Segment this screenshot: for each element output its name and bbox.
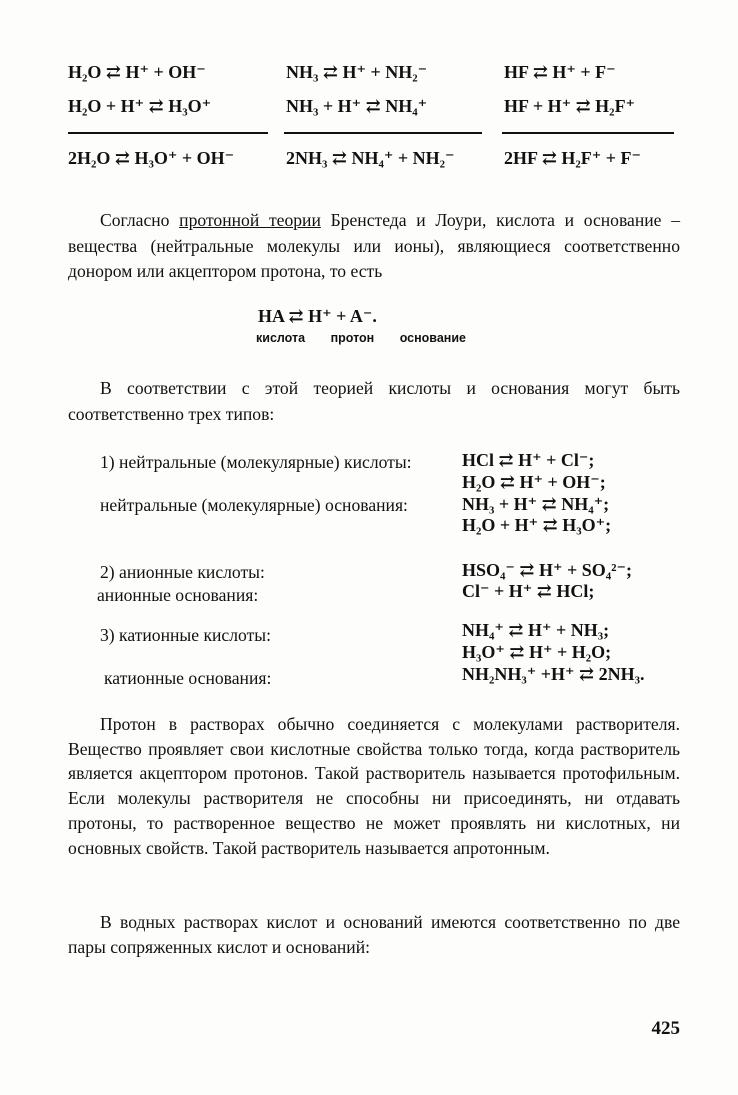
paragraph-text: Бренстеда и Лоури, кислота и основание – вещества (нейтральные молекулы или ионы), являющиеся соответственно донором или акцептором протона, то есть	[68, 210, 680, 281]
paragraph-text: Согласно	[100, 210, 180, 230]
type-equation: NH₄⁺ ⇄ H⁺ + NH₃;	[462, 620, 610, 640]
type-label: анионные основания:	[97, 585, 259, 605]
equation-labels	[256, 331, 488, 345]
type-label: нейтральные (молекулярные) основания:	[100, 495, 408, 515]
equation-row	[68, 96, 678, 130]
type-label: 1) нейтральные (молекулярные) кислоты:	[100, 452, 412, 472]
type-equation: NH₃ + H⁺ ⇄ NH₄⁺;	[462, 494, 610, 514]
paragraph-three-types: В соответствии с этой теорией кислоты и основания могут быть соответственно трех типов:	[68, 378, 680, 424]
type-equation: HSO₄⁻ ⇄ H⁺ + SO₄²⁻;	[462, 560, 633, 580]
term-protonic-theory: протонной теории	[179, 210, 321, 230]
sum-rule	[68, 132, 268, 134]
type-equation: H₃O⁺ ⇄ H⁺ + H₂O;	[462, 642, 612, 662]
label-proton: протон	[330, 331, 375, 345]
type-label: 2) анионные кислоты:	[100, 562, 265, 582]
equation: H₂O ⇄ H⁺ + OH⁻	[68, 62, 206, 82]
label-base: основание	[399, 331, 466, 345]
equation-row-sum	[68, 148, 678, 182]
sum-rule	[502, 132, 674, 134]
equation: 2NH₃ ⇄ NH₄⁺ + NH₂⁻	[286, 148, 455, 168]
paragraph-bronsted-lowry	[68, 208, 680, 285]
type-equation: NH₂NH₃⁺ +H⁺ ⇄ 2NH₃.	[462, 664, 645, 684]
type-equation: H₂O ⇄ H⁺ + OH⁻;	[462, 472, 606, 492]
page-number: 425	[651, 1018, 680, 1039]
equation: 2HF ⇄ H₂F⁺ + F⁻	[504, 148, 642, 168]
label-acid: кислота	[256, 331, 306, 345]
type-equation: H₂O + H⁺ ⇄ H₃O⁺;	[462, 515, 612, 535]
equation: NH₃ + H⁺ ⇄ NH₄⁺	[286, 96, 428, 116]
type-label: катионные основания:	[104, 668, 272, 688]
type-equation: HCl ⇄ H⁺ + Cl⁻;	[462, 450, 595, 470]
autoprotolysis-equations	[68, 62, 678, 182]
type-equation: Cl⁻ + H⁺ ⇄ HCl;	[462, 581, 595, 601]
equation-row	[68, 62, 678, 96]
type-label: 3) катионные кислоты:	[100, 625, 271, 645]
equation: H₂O + H⁺ ⇄ H₃O⁺	[68, 96, 212, 116]
paragraph-conjugate-pairs: В водных растворах кислот и оснований имеются соответственно по две пары сопряженных кислот и оснований:	[68, 912, 680, 957]
equation: NH₃ ⇄ H⁺ + NH₂⁻	[286, 62, 428, 82]
paragraph-solvent: Протон в растворах обычно соединяется с молекулами растворителя. Вещество проявляет свои кислотные свойства только тогда, когда растворитель является акцептором протонов. Такой растворитель называется протофильным. Если молекулы растворителя не способны ни присоединять, ни отдавать протоны, то растворенное вещество не может проявлять ни кислотных, ни основных свойств. Такой растворитель называется апротонным.	[68, 714, 680, 858]
sum-rule	[284, 132, 482, 134]
acid-base-equation: HA ⇄ H⁺ + A⁻.	[258, 306, 377, 326]
equation: 2H₂O ⇄ H₃O⁺ + OH⁻	[68, 148, 235, 168]
equation: HF ⇄ H⁺ + F⁻	[504, 62, 616, 82]
equation: HF + H⁺ ⇄ H₂F⁺	[504, 96, 636, 116]
